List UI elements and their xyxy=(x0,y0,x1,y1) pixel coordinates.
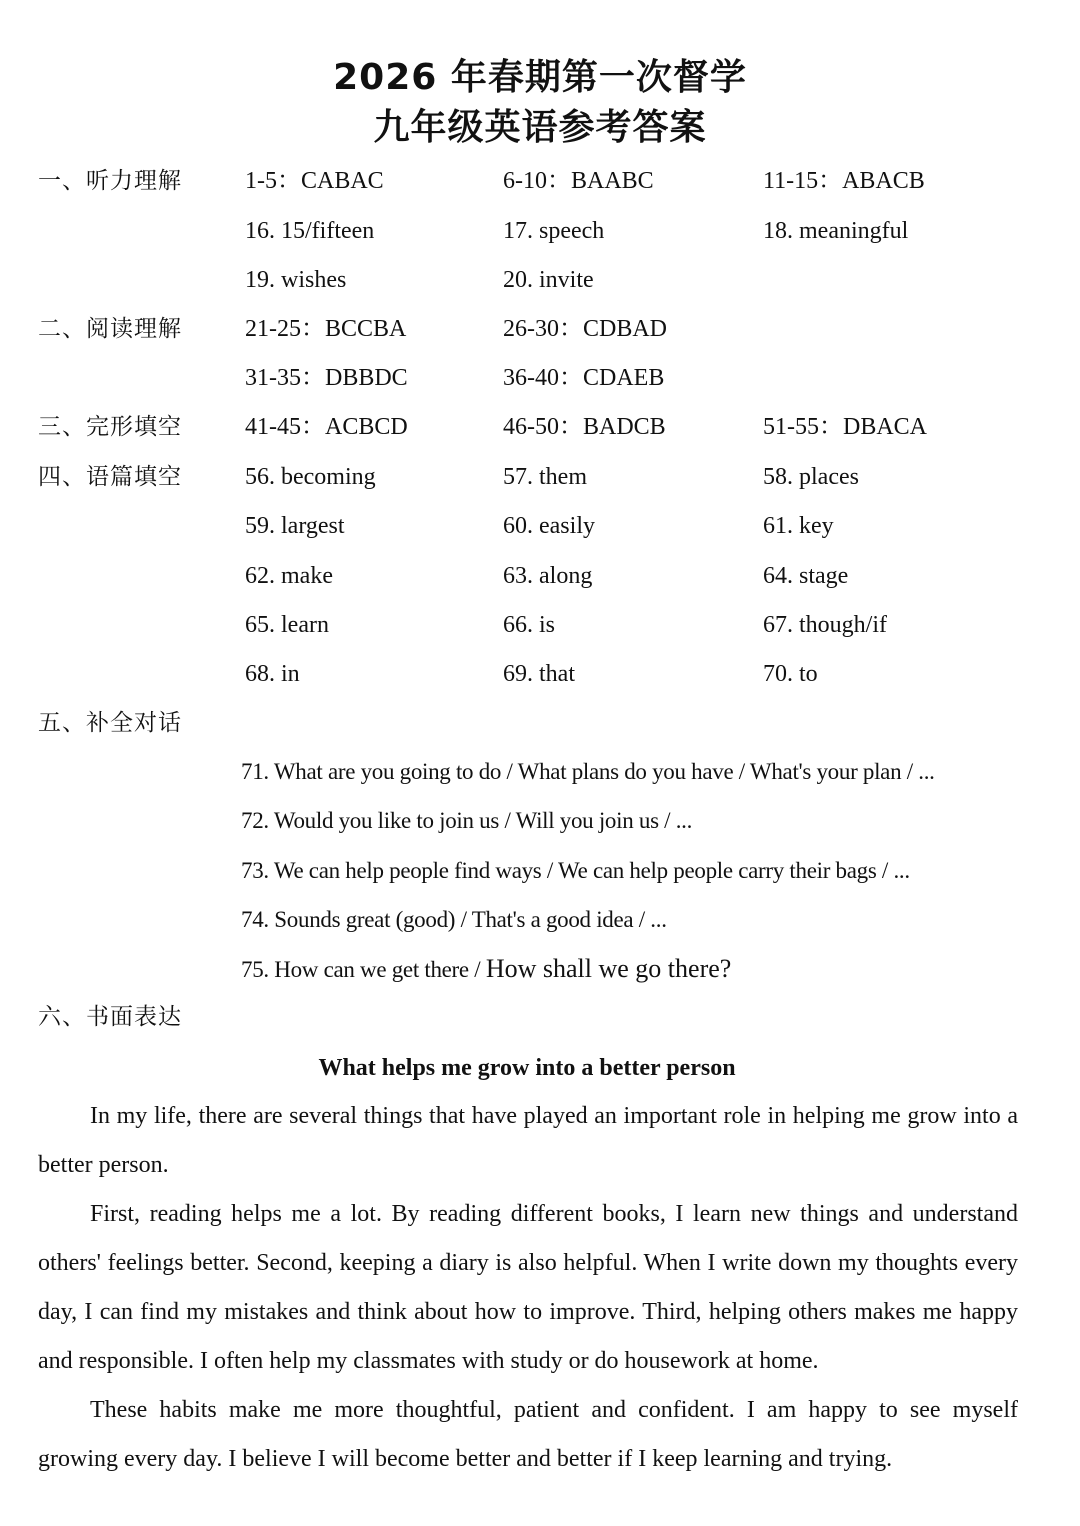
section-label-dialogue: 五、补全对话 xyxy=(38,710,182,736)
essay-paragraph: First, reading helps me a lot. By reading different books, I learn new things and understand others' feelings better. Second, keeping a diary is also helpful. When I write down my thoughts every day, I can find my mistakes and think about how to improve. Third, helping others makes me happy and responsible. I often help my classmates with study or do housework at home. xyxy=(38,1201,1018,1374)
answer-cell: 18. meaningful xyxy=(763,218,909,244)
answer-cell: 1-5：CABAC xyxy=(245,168,384,194)
page-subtitle: 九年级英语参考答案 xyxy=(373,107,707,148)
answer-cell: 66. is xyxy=(503,612,556,638)
dialogue-item xyxy=(0,949,1080,989)
writing-header-row xyxy=(0,997,1080,1037)
dialogue-answer-75 xyxy=(241,949,731,990)
essay-paragraph: In my life, there are several things that have played an important role in helping me grow into a better person. xyxy=(38,1103,1018,1178)
answer-cell: 11-15：ABACB xyxy=(763,168,925,194)
answer-cell: 61. key xyxy=(763,513,834,539)
answer-cell: 51-55：DBACA xyxy=(763,414,928,440)
section-label-writing: 六、书面表达 xyxy=(38,1004,182,1030)
dialogue-answer-75-part-b: How shall we go there? xyxy=(485,954,732,983)
answer-cell: 64. stage xyxy=(763,563,849,589)
dialogue-answer: 73. We can help people find ways / We can help people carry their bags / ... xyxy=(241,858,910,883)
section-label-reading: 二、阅读理解 xyxy=(38,316,182,342)
answer-cell: 36-40：CDAEB xyxy=(503,365,665,391)
section-label-passage-fill: 四、语篇填空 xyxy=(38,464,182,490)
answer-cell: 62. make xyxy=(245,563,333,589)
answer-cell: 60. easily xyxy=(503,513,595,539)
passage-fill-row-4 xyxy=(0,605,1080,645)
section-label-listening: 一、听力理解 xyxy=(38,168,182,194)
answer-cell: 70. to xyxy=(763,661,818,687)
answer-cell: 46-50：BADCB xyxy=(503,414,666,440)
answer-cell: 26-30：CDBAD xyxy=(503,316,668,342)
answer-cell: 56. becoming xyxy=(245,464,376,490)
dialogue-header-row xyxy=(0,703,1080,743)
dialogue-answer-75-part-a: 75. How can we get there / xyxy=(241,957,481,982)
dialogue-item xyxy=(0,851,1080,891)
answer-cell: 57. them xyxy=(503,464,587,490)
answer-cell: 58. places xyxy=(763,464,859,490)
answer-cell: 19. wishes xyxy=(245,267,347,293)
dialogue-answer: 71. What are you going to do / What plans do you have / What's your plan / ... xyxy=(241,759,935,784)
answer-cell: 21-25：BCCBA xyxy=(245,316,407,342)
passage-fill-row-1 xyxy=(0,457,1080,497)
answer-cell: 31-35：DBBDC xyxy=(245,365,408,391)
cloze-row-1 xyxy=(0,407,1080,447)
answer-cell: 59. largest xyxy=(245,513,345,539)
section-label-cloze: 三、完形填空 xyxy=(38,414,182,440)
answer-cell: 69. that xyxy=(503,661,575,687)
answer-cell: 68. in xyxy=(245,661,300,687)
dialogue-answer: 72. Would you like to join us / Will you join us / ... xyxy=(241,808,693,833)
reading-row-1 xyxy=(0,309,1080,349)
dialogue-item xyxy=(0,900,1080,940)
listening-row-3 xyxy=(0,260,1080,300)
answer-cell: 41-45：ACBCD xyxy=(245,414,408,440)
answer-cell: 17. speech xyxy=(503,218,605,244)
answer-cell: 16. 15/fifteen xyxy=(245,218,375,244)
answer-cell: 65. learn xyxy=(245,612,329,638)
answer-cell: 63. along xyxy=(503,563,593,589)
essay-title: What helps me grow into a better person xyxy=(318,1055,736,1081)
dialogue-item xyxy=(0,801,1080,841)
dialogue-item xyxy=(0,752,1080,792)
page-title: 2026 年春期第一次督学 xyxy=(333,57,747,98)
answer-cell: 20. invite xyxy=(503,267,594,293)
reading-row-2 xyxy=(0,358,1080,398)
dialogue-answer: 74. Sounds great (good) / That's a good idea / ... xyxy=(241,907,667,932)
listening-row-1 xyxy=(0,161,1080,201)
answer-cell: 67. though/if xyxy=(763,612,887,638)
listening-row-2 xyxy=(0,211,1080,251)
essay-paragraph: These habits make me more thoughtful, patient and confident. I am happy to see myself growing every day. I believe I will become better and better if I keep learning and trying. xyxy=(38,1397,1018,1472)
answer-cell: 6-10：BAABC xyxy=(503,168,654,194)
passage-fill-row-5 xyxy=(0,654,1080,694)
passage-fill-row-3 xyxy=(0,556,1080,596)
passage-fill-row-2 xyxy=(0,506,1080,546)
